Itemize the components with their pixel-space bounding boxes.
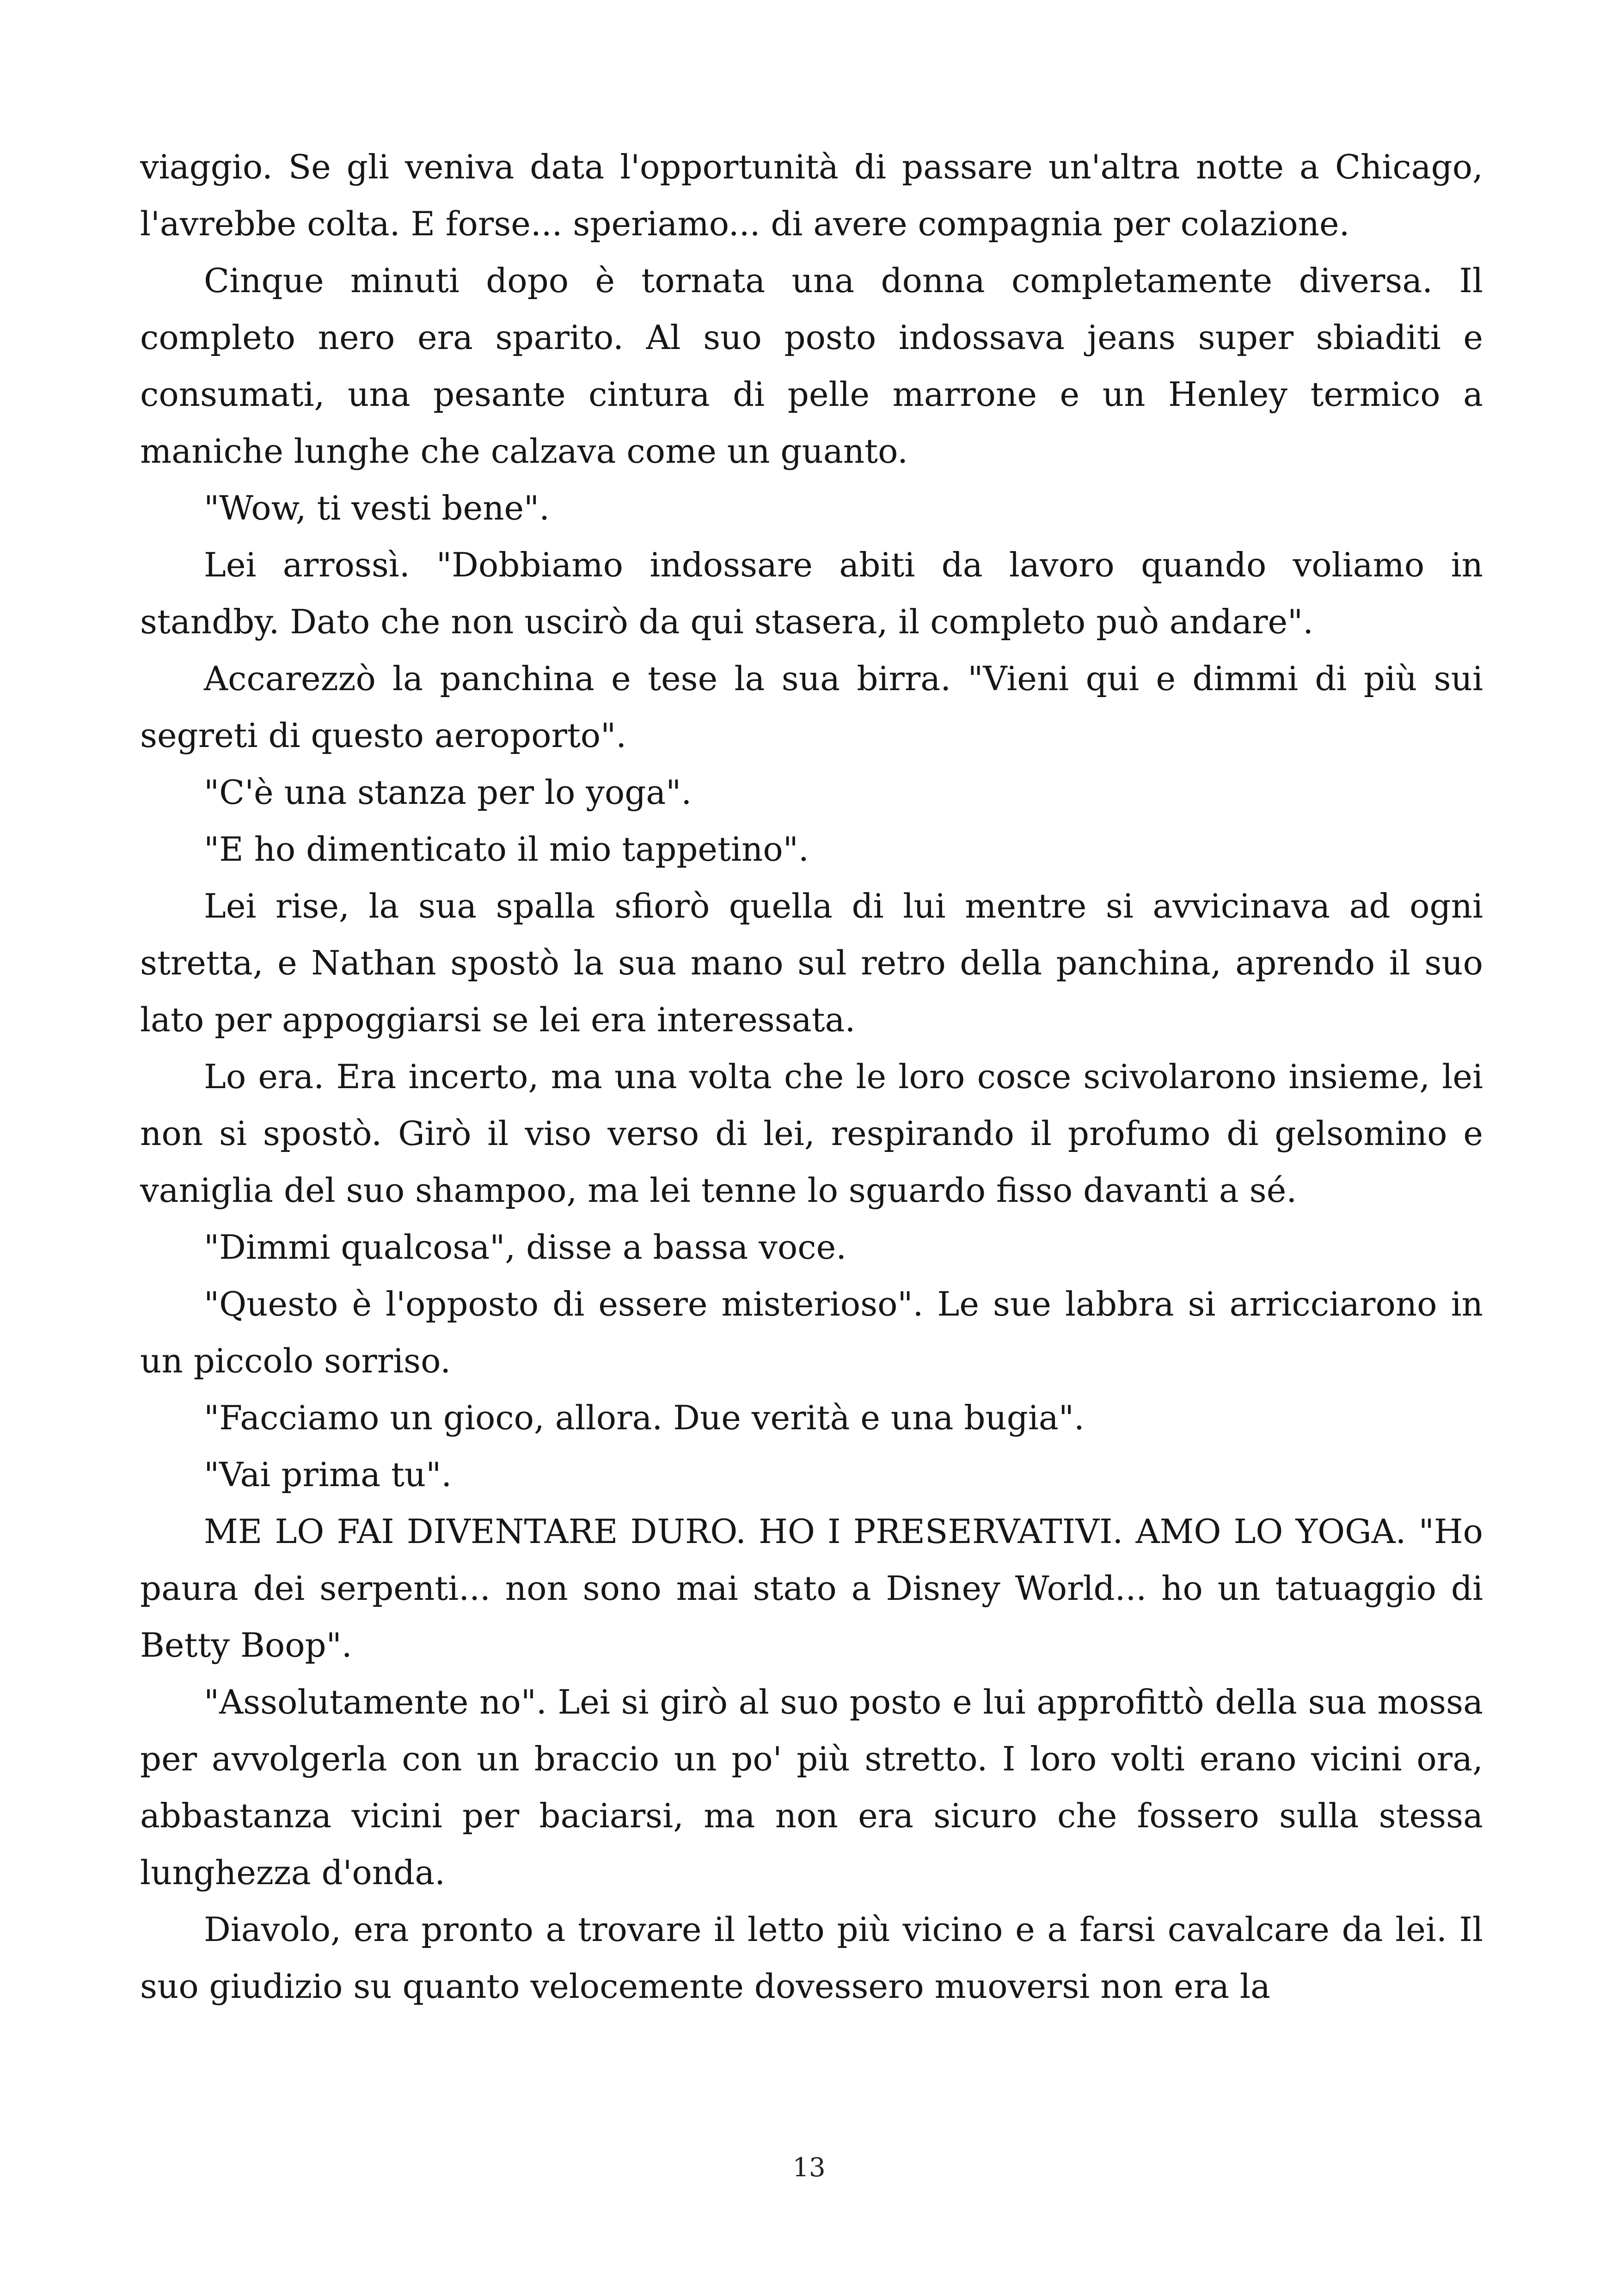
paragraph: "Dimmi qualcosa", disse a bassa voce. — [204, 1228, 847, 1267]
paragraph: Diavolo, era pronto a trovare il letto più vicino e a farsi cavalcare da lei. Il suo giudizio su quanto velocemente dovessero muoversi non era la — [140, 1910, 1483, 2006]
paragraph: "C'è una stanza per lo yoga". — [204, 773, 692, 812]
paragraph: Accarezzò la panchina e tese la sua birra. "Vieni qui e dimmi di più sui segreti di questo aeroporto". — [140, 659, 1483, 755]
paragraph: "E ho dimenticato il mio tappetino". — [204, 830, 809, 869]
paragraph: "Questo è l'opposto di essere misterioso". Le sue labbra si arricciarono in un piccolo sorriso. — [140, 1285, 1483, 1380]
paragraph: Lei arrossì. "Dobbiamo indossare abiti da lavoro quando voliamo in standby. Dato che non uscirò da qui stasera, il completo può andare". — [140, 545, 1483, 641]
paragraph: "Facciamo un gioco, allora. Due verità e una bugia". — [204, 1398, 1085, 1437]
paragraph-continuation: viaggio. Se gli veniva data l'opportunità di passare un'altra notte a Chicago, l'avrebbe colta. E forse... speriamo... di avere compagnia per colazione. — [140, 147, 1483, 243]
paragraph: "Wow, ti vesti bene". — [204, 489, 550, 527]
paragraph: Lei rise, la sua spalla sfiorò quella di lui mentre si avvicinava ad ogni stretta, e Nathan spostò la sua mano sul retro della panchina, aprendo il suo lato per appoggiarsi se lei era interessata. — [140, 887, 1483, 1039]
body-text — [140, 139, 1483, 2015]
paragraph: "Vai prima tu". — [204, 1455, 452, 1494]
paragraph: ME LO FAI DIVENTARE DURO. HO I PRESERVATIVI. AMO LO YOGA. "Ho paura dei serpenti... non sono mai stato a Disney World... ho un tatuaggio di Betty Boop". — [140, 1512, 1483, 1665]
page-number: 13 — [792, 2153, 826, 2183]
paragraph: Lo era. Era incerto, ma una volta che le loro cosce scivolarono insieme, lei non si spostò. Girò il viso verso di lei, respirando il profumo di gelsomino e vaniglia del suo shampoo, ma lei tenne lo sguardo fisso davanti a sé. — [140, 1057, 1483, 1210]
paragraph: "Assolutamente no". Lei si girò al suo posto e lui approfittò della sua mossa per avvolgerla con un braccio un po' più stretto. I loro volti erano vicini ora, abbastanza vicini per baciarsi, ma non era sicuro che fossero sulla stessa lunghezza d'onda. — [140, 1683, 1483, 1892]
paragraph: Cinque minuti dopo è tornata una donna completamente diversa. Il completo nero era sparito. Al suo posto indossava jeans super sbiaditi e consumati, una pesante cintura di pelle marrone e un Henley termico a maniche lunghe che calzava come un guanto. — [140, 261, 1483, 471]
